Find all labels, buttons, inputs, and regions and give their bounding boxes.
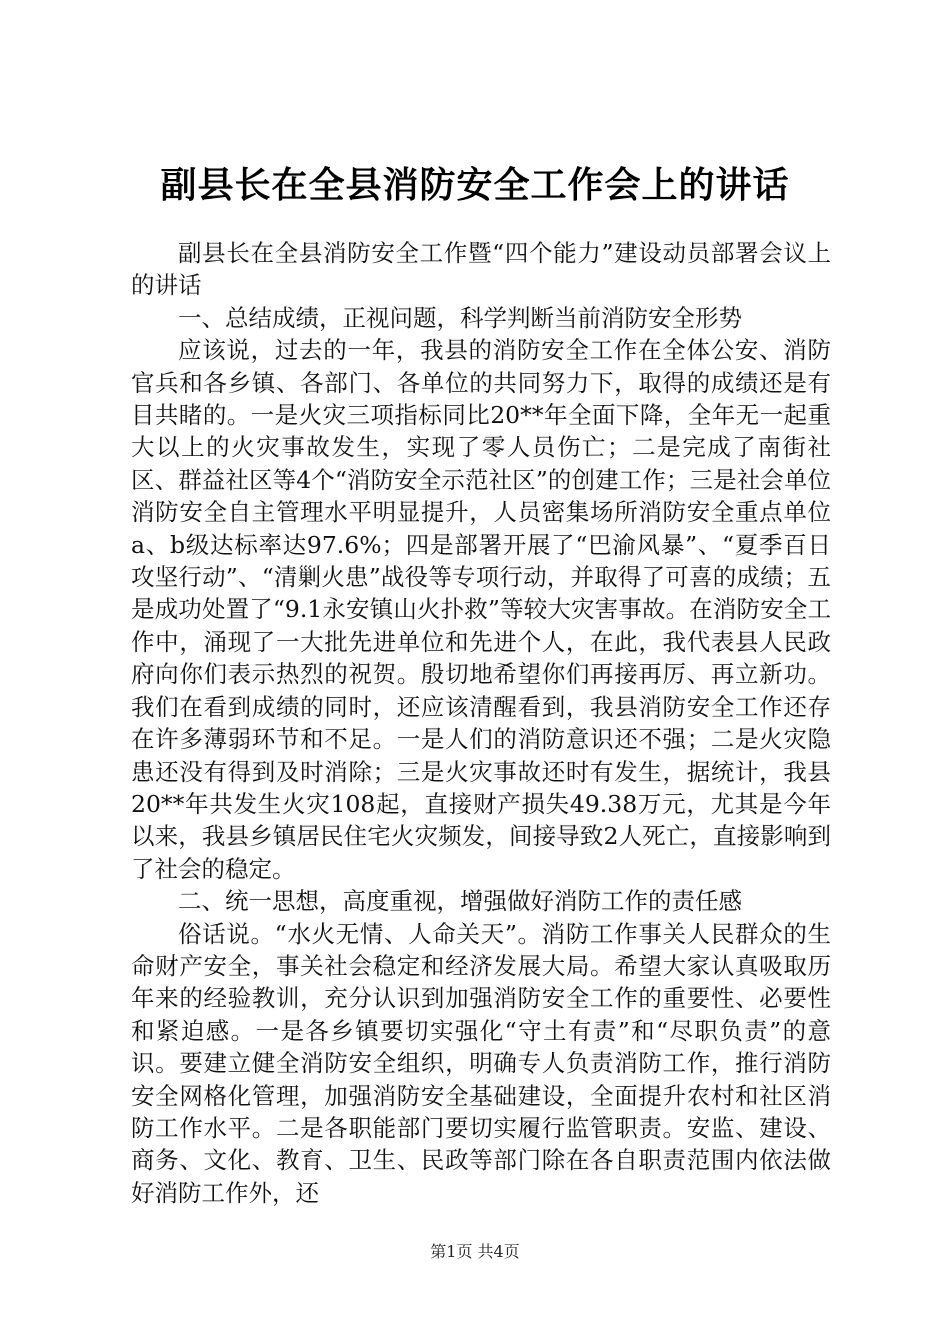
page-number-footer: 第1页 共4页: [430, 1242, 520, 1261]
document-title: 副县长在全县消防安全工作会上的讲话: [160, 164, 790, 206]
paragraph-2: 俗话说。“水火无情、人命关天”。消防工作事关人民群众的生命财产安全，事关社会稳定和经济发展大局。希望大家认真吸取历年来的经验教训，充分认识到加强消防安全工作的重要性、必要性和紧迫感。一是各乡镇要切实强化“守土有责”和“尽职负责”的意识。要建立健全消防安全组织，明确专人负责消防工作，推行消防安全网格化管理，加强消防安全基础建设，全面提升农村和社区消防工作水平。二是各职能部门要切实履行监管职责。安监、建设、商务、文化、教育、卫生、民政等部门除在各自职责范围内依法做好消防工作外，还: [131, 919, 831, 1207]
document-body: [131, 237, 831, 1209]
paragraph-subtitle: 副县长在全县消防安全工作暨“四个能力”建设动员部署会议上的讲话: [131, 239, 831, 300]
section-heading-1: 一、总结成绩，正视问题，科学判断当前消防安全形势: [178, 303, 742, 332]
paragraph-1: 应该说，过去的一年，我县的消防安全工作在全体公安、消防官兵和各乡镇、各部门、各单位的共同努力下，取得的成绩还是有目共睹的。一是火灾三项指标同比20**年全面下降，全年无一起重大以上的火灾事故发生，实现了零人员伤亡；二是完成了南街社区、群益社区等4个“消防安全示范社区”的创建工作；三是社会单位消防安全自主管理水平明显提升，人员密集场所消防安全重点单位a、b级达标率达97.6%；四是部署开展了“巴渝风暴”、“夏季百日攻坚行动”、“清剿火患”战役等专项行动，并取得了可喜的成绩；五是成功处置了“9.1永安镇山火扑救”等较大灾害事故。在消防安全工作中，涌现了一大批先进单位和先进个人，在此，我代表县人民政府向你们表示热烈的祝贺。殷切地希望你们再接再厉、再立新功。我们在看到成绩的同时，还应该清醒看到，我县消防安全工作还存在许多薄弱环节和不足。一是人们的消防意识还不强；二是火灾隐患还没有得到及时消除；三是火灾事故还时有发生，据统计，我县20**年共发生火灾108起，直接财产损失49.38万元，尤其是今年以来，我县乡镇居民住宅火灾频发，间接导致2人死亡，直接影响到了社会的稳定。: [131, 336, 831, 883]
section-heading-2: 二、统一思想，高度重视，增强做好消防工作的责任感: [178, 887, 742, 916]
